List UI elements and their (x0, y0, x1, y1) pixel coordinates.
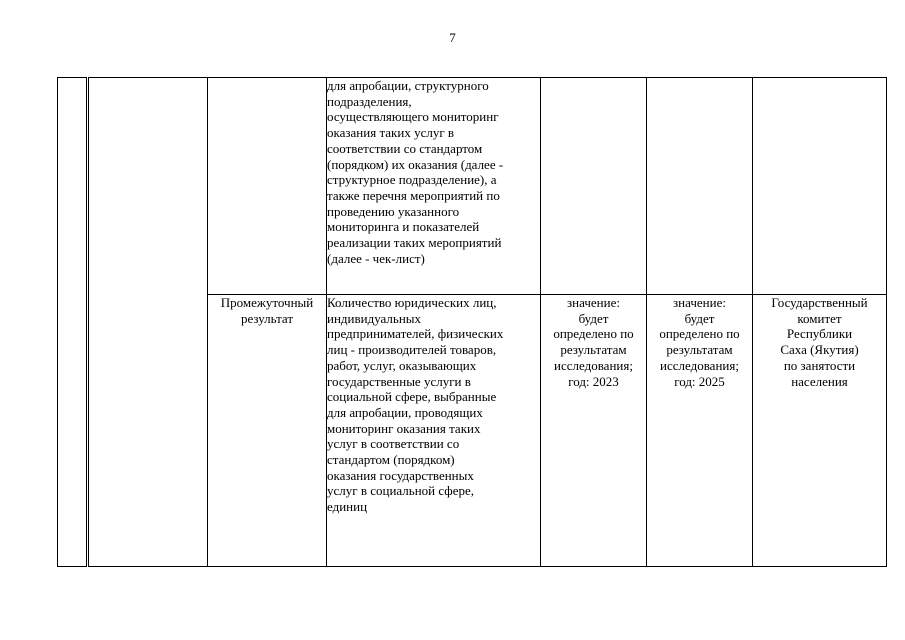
description-line: услуг в социальной сфере, (327, 483, 475, 499)
description-line: стандартом (порядком) (327, 452, 455, 468)
description-line: реализации таких мероприятий (327, 235, 502, 251)
value-2025-line: год: 2025 (674, 373, 725, 389)
description-line: услуг в соответствии со (327, 436, 460, 452)
number-cell (58, 78, 88, 567)
description-line: предпринимателей, физических (327, 326, 504, 342)
indicators-table (57, 77, 887, 567)
value-2025-line: исследования; (660, 357, 739, 373)
description-line: единиц (327, 499, 368, 515)
value-2025-line: будет (684, 310, 715, 326)
description-cell (327, 295, 541, 567)
responsible-line: Республики (786, 326, 853, 342)
responsible-cell (753, 78, 887, 295)
description-line: для апробации, проводящих (327, 404, 483, 420)
value-2025-cell (647, 78, 753, 295)
description-line: работ, услуг, оказывающих (327, 357, 477, 373)
description-line: (далее - чек-лист) (327, 250, 425, 266)
result-type-line: Промежуточный (220, 295, 314, 310)
description-line: (порядком) их оказания (далее - (327, 156, 504, 172)
responsible-cell (753, 295, 887, 567)
responsible-line: населения (791, 373, 848, 389)
value-2023-line: будет (578, 310, 609, 326)
description-line: соответствии со стандартом (327, 140, 483, 156)
description-line: оказания таких услуг в (327, 125, 455, 141)
responsible-line: Саха (Якутия) (780, 342, 859, 358)
value-2023-line: исследования; (554, 357, 633, 373)
responsible-line: Государственный (771, 295, 868, 310)
description-line: Количество юридических лиц, (327, 295, 497, 310)
description-line: государственные услуги в (327, 373, 471, 389)
result-type-line: результат (240, 310, 294, 326)
responsible-line: по занятости (783, 357, 856, 373)
description-line: оказания государственных (327, 467, 474, 483)
description-cell (327, 78, 541, 295)
result-type-cell (208, 295, 327, 567)
value-2025-cell (647, 295, 753, 567)
page-number: 7 (449, 30, 456, 45)
description-line: социальной сфере, выбранные (327, 389, 497, 405)
description-line: лиц - производителей товаров, (327, 342, 497, 358)
value-2023-line: год: 2023 (568, 373, 619, 389)
value-2023-line: определено по (553, 326, 634, 342)
value-2023-line: результатам (560, 342, 627, 358)
task-cell (88, 78, 208, 567)
value-2025-line: результатам (666, 342, 733, 358)
value-2023-cell (541, 295, 647, 567)
value-2025-line: значение: (673, 295, 726, 310)
responsible-line: комитет (797, 310, 842, 326)
description-line: структурное подразделение), а (327, 172, 497, 188)
description-line: мониторинг оказания таких (327, 420, 481, 436)
description-line: проведению указанного (327, 203, 460, 219)
result-type-cell (208, 78, 327, 295)
table-row (58, 78, 887, 295)
description-line: осуществляющего мониторинг (327, 109, 499, 125)
value-2025-line: определено по (659, 326, 740, 342)
description-line: также перечня мероприятий по (327, 187, 500, 203)
description-line: мониторинга и показателей (327, 219, 480, 235)
description-line: индивидуальных (327, 310, 422, 326)
description-line: для апробации, структурного (327, 78, 489, 93)
description-line: подразделения, (327, 93, 412, 109)
value-2023-line: значение: (567, 295, 620, 310)
value-2023-cell (541, 78, 647, 295)
